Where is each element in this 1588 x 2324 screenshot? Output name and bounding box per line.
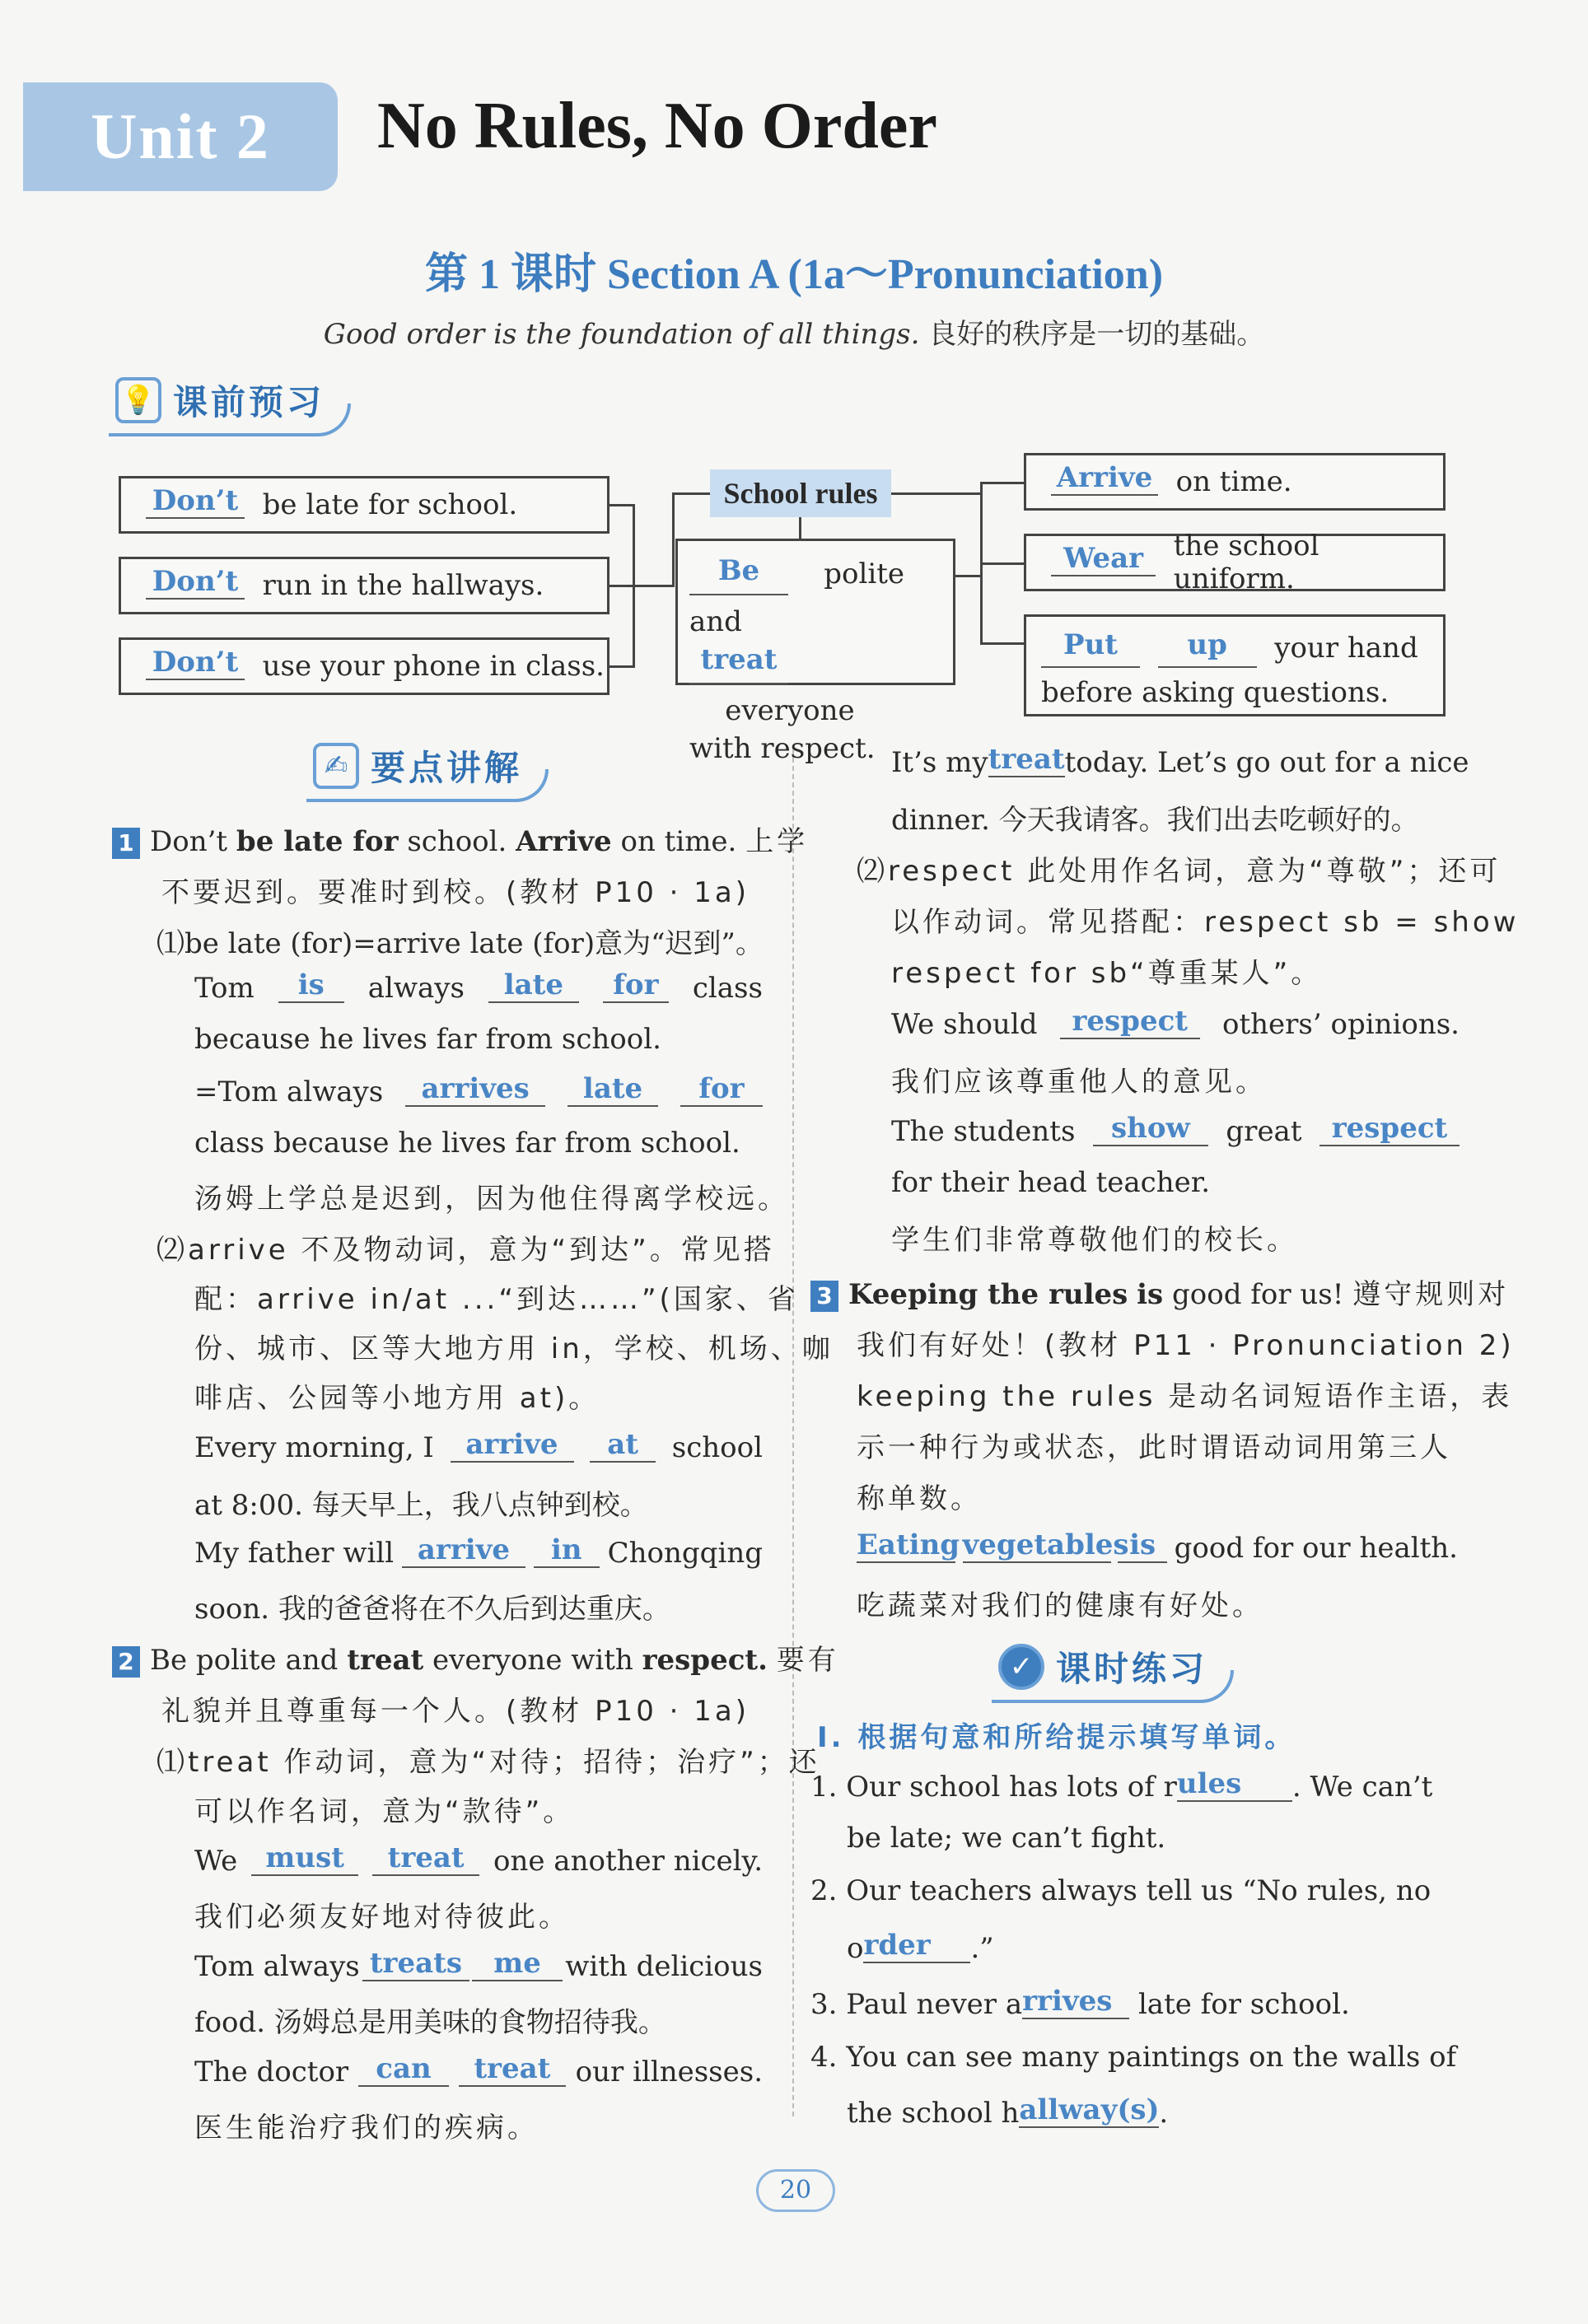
p2-line2: 礼貌并且尊重每一个人。(教材 P10 · 1a) <box>161 1695 750 1728</box>
p2-ex3 <box>194 2052 763 2090</box>
answer: for <box>603 968 669 1003</box>
p3-note: keeping the rules 是动名词短语作主语，表 <box>857 1380 1513 1413</box>
t: The students <box>891 1115 1076 1148</box>
p1-ex4b: soon. 我的爸爸将在不久后到达重庆。 <box>194 1593 670 1626</box>
rule-text: be late for school. <box>262 488 518 521</box>
answer: late <box>567 1072 658 1107</box>
unit-badge <box>23 82 338 191</box>
connector <box>610 665 634 668</box>
section-points-label: 要点讲解 <box>371 748 523 788</box>
rule-text: the school uniform. <box>1173 530 1319 595</box>
exercise-title: Ⅰ. 根据句意和所给提示填写单词。 <box>817 1721 1296 1754</box>
t: late for school. <box>1137 1988 1350 2021</box>
p2-r1 <box>891 743 1469 781</box>
answer: arrives <box>405 1072 545 1107</box>
rule-box-mid <box>675 539 955 765</box>
t: My father will <box>194 1537 395 1570</box>
answer: treat <box>689 637 788 684</box>
t: the school h <box>847 2097 1020 2130</box>
number-badge: 1 <box>112 828 140 859</box>
t: Arrive <box>516 825 612 858</box>
p1-ex3 <box>194 1428 763 1466</box>
p3-excn: 吃蔬菜对我们的健康有好处。 <box>857 1589 1263 1622</box>
center-label: School rules <box>723 477 878 510</box>
p1-ex4 <box>194 1533 763 1571</box>
connector <box>980 562 1025 565</box>
point-2-head <box>112 1637 839 1678</box>
rule-text: your hand <box>1274 632 1418 665</box>
t: good for us! <box>1172 1278 1344 1311</box>
t: today. Let’s go out for a nice <box>1064 746 1469 779</box>
header-arc <box>306 769 549 802</box>
answer: treats <box>362 1947 469 1981</box>
t: 1. Our school has lots of r <box>810 1771 1177 1804</box>
rule-box-1 <box>119 476 610 534</box>
motto <box>0 311 1588 352</box>
check-icon: ✓ <box>998 1644 1044 1690</box>
rule-text: use your phone in class. <box>262 650 605 683</box>
motto-en: Good order is the foundation of all things. <box>323 318 920 351</box>
t: =Tom always <box>194 1076 384 1108</box>
point-1-head <box>112 819 808 859</box>
answer: Don’t <box>146 565 245 600</box>
p2-r3b: for their head teacher. <box>891 1166 1211 1199</box>
rule-text: with respect. <box>689 732 876 765</box>
p2-note2: 以作动词。常见搭配：respect sb = show <box>891 906 1520 939</box>
p1-ex3b: at 8:00. 每天早上，我八点钟到校。 <box>194 1489 648 1522</box>
rule-text: everyone <box>725 694 855 727</box>
unit-title: No Rules, No Order <box>377 90 937 162</box>
t: 要有 <box>776 1644 839 1677</box>
t: always <box>367 972 465 1005</box>
answer: treat <box>459 2052 566 2087</box>
t: We should <box>891 1008 1038 1041</box>
answer: at <box>590 1428 656 1463</box>
answer: late <box>488 968 579 1003</box>
answer: treat <box>988 743 1065 776</box>
t: o <box>847 1932 864 1965</box>
connector <box>980 642 1025 645</box>
connector <box>610 504 634 506</box>
p2-r2 <box>891 1005 1460 1043</box>
p1-note1: ⑴be late (for)=arrive late (for)意为“迟到”。 <box>156 927 764 960</box>
t: school <box>671 1431 763 1464</box>
p1-note2: ⑵arrive 不及物动词，意为“到达”。常见搭 <box>156 1234 775 1267</box>
unit-label: Unit 2 <box>91 100 270 172</box>
center-box <box>710 469 891 517</box>
answer: rrives <box>1022 1985 1129 2019</box>
answer: me <box>472 1947 563 1981</box>
t: 上学 <box>745 825 809 858</box>
answer: arrive <box>451 1428 574 1463</box>
section-practice <box>998 1642 1207 1692</box>
p1-note2: 啡店、公园等小地方用 at)。 <box>194 1382 600 1415</box>
rule-box-r1 <box>1024 453 1446 511</box>
t: one another nicely. <box>493 1845 763 1878</box>
question-3 <box>810 1985 1350 2023</box>
p1-note2: 配：arrive in/at ...“到达……”(国家、省 <box>194 1283 799 1316</box>
answer: arrive <box>402 1533 525 1568</box>
section-practice-label: 课时练习 <box>1056 1649 1208 1689</box>
p2-r3 <box>891 1112 1460 1150</box>
t: with delicious <box>565 1950 763 1983</box>
section-points <box>313 741 522 791</box>
lesson-title: 第 1 课时 Section A (1a～Pronunciation) <box>424 251 1164 298</box>
t: Don’t <box>150 825 228 858</box>
t: Chongqing <box>607 1537 763 1570</box>
t: treat <box>347 1644 424 1677</box>
p1-ex1 <box>194 968 763 1006</box>
connector <box>610 585 634 587</box>
t: . We can’t <box>1291 1771 1433 1804</box>
t: The doctor <box>194 2056 349 2088</box>
answer: up <box>1158 623 1257 668</box>
t: 3. Paul never a <box>810 1988 1023 2021</box>
connector <box>799 517 801 540</box>
rule-text: run in the hallways. <box>262 569 544 602</box>
header-arc <box>109 404 351 436</box>
section-preview <box>115 376 325 425</box>
p1-note2: 份、城市、区等大地方用 in，学校、机场、咖 <box>194 1332 834 1365</box>
p1-ex2cn: 汤姆上学总是迟到，因为他住得离学校远。 <box>194 1183 789 1216</box>
connector <box>955 575 982 577</box>
p2-ex2 <box>194 1947 763 1985</box>
answer: in <box>534 1533 600 1568</box>
t: our illnesses. <box>575 2056 763 2088</box>
question-2b <box>847 1929 994 1967</box>
t: respect. <box>642 1644 768 1677</box>
t: Tom always <box>194 1950 360 1983</box>
answer: Be <box>689 548 788 595</box>
p1-ex2b: class because he lives far from school. <box>194 1127 740 1160</box>
p2-note2: ⑵respect 此处用作名词，意为“尊敬”；还可 <box>857 855 1502 888</box>
connector <box>891 492 982 495</box>
rule-text: before asking questions. <box>1041 676 1390 709</box>
answer: is <box>278 968 344 1003</box>
point-3-head <box>810 1272 1509 1312</box>
answer: Arrive <box>1051 461 1158 496</box>
number-badge: 3 <box>810 1281 838 1312</box>
answer: Eating <box>857 1528 960 1561</box>
motto-cn: 良好的秩序是一切的基础。 <box>928 318 1265 351</box>
question-4b <box>847 2093 1169 2131</box>
answer: treat <box>372 1841 479 1876</box>
rule-box-r3 <box>1024 614 1446 716</box>
answer: ules <box>1177 1767 1292 1802</box>
t: class <box>692 972 763 1005</box>
answer: for <box>680 1072 763 1107</box>
p2-r3cn: 学生们非常尊敬他们的校长。 <box>891 1224 1298 1257</box>
p2-r2cn: 我们应该尊重他人的意见。 <box>891 1066 1267 1099</box>
number-badge: 2 <box>112 1646 140 1678</box>
answer: Wear <box>1051 542 1156 576</box>
question-2: 2. Our teachers always tell us “No rules, no <box>810 1874 1432 1907</box>
p2-ex3cn: 医生能治疗我们的疾病。 <box>194 2112 539 2144</box>
p3-note: 称单数。 <box>857 1482 982 1515</box>
rule-box-3 <box>119 637 610 695</box>
p2-note1: ⑴treat 作动词，意为“对待；招待；治疗”；还 <box>156 1746 820 1779</box>
p2-r1b: dinner. 今天我请客。我们出去吃顿好的。 <box>891 804 1419 837</box>
answer: can <box>358 2052 449 2087</box>
question-4: 4. You can see many paintings on the walls of <box>810 2041 1457 2074</box>
answer: allway(s) <box>1019 2093 1160 2126</box>
connector <box>633 585 674 587</box>
t: It’s my <box>891 746 988 779</box>
question-1b: be late; we can’t fight. <box>847 1822 1166 1855</box>
book-hand-icon: ✍ <box>313 743 359 789</box>
answer: Don’t <box>146 484 245 519</box>
answer: Put <box>1041 623 1140 668</box>
p3-ex <box>857 1528 1458 1566</box>
t: . <box>1159 2097 1169 2130</box>
answer: is <box>1118 1528 1167 1563</box>
question-1 <box>810 1767 1433 1805</box>
answer: respect <box>1060 1005 1200 1039</box>
column-divider <box>792 749 794 2116</box>
p1-ex1b: because he lives far from school. <box>194 1023 661 1056</box>
answer: vegetables <box>962 1528 1129 1561</box>
answer: respect <box>1319 1112 1460 1146</box>
p1-line2: 不要迟到。要准时到校。(教材 P10 · 1a) <box>161 876 750 909</box>
t: Be polite and <box>150 1644 339 1677</box>
answer: Don’t <box>146 646 245 680</box>
t: We <box>194 1845 238 1878</box>
p2-ex1 <box>194 1841 763 1879</box>
header-arc <box>992 1670 1234 1703</box>
t: school. <box>407 825 507 858</box>
answer: show <box>1093 1112 1208 1146</box>
rule-text: polite and <box>689 558 905 638</box>
t: 遵守规则对 <box>1352 1278 1510 1311</box>
t: Every morning, I <box>194 1431 434 1464</box>
t: Tom <box>194 972 255 1005</box>
p1-ex2 <box>194 1072 763 1110</box>
t: good for our health. <box>1174 1532 1458 1565</box>
connector <box>980 482 1025 484</box>
t: great <box>1226 1115 1302 1148</box>
connector <box>672 492 713 495</box>
rule-box-2 <box>119 557 610 614</box>
p2-ex2b: food. 汤姆总是用美味的食物招待我。 <box>194 2006 666 2039</box>
rule-box-r2 <box>1024 530 1446 595</box>
t: is <box>1137 1278 1164 1311</box>
answer: must <box>251 1841 358 1876</box>
t: everyone with <box>432 1644 633 1677</box>
connector <box>672 492 675 587</box>
p3-note: 示一种行为或状态，此时谓语动词用第三人 <box>857 1431 1451 1464</box>
p2-ex1cn: 我们必须友好地对待彼此。 <box>194 1901 570 1934</box>
t: .” <box>970 1932 994 1965</box>
t: Keeping the rules <box>848 1278 1128 1311</box>
p2-note2: respect for sb“尊重某人”。 <box>891 957 1323 990</box>
p3-line2: 我们有好处！(教材 P11 · Pronunciation 2) <box>857 1329 1515 1362</box>
lightbulb-icon: 💡 <box>115 377 161 423</box>
t: others’ opinions. <box>1222 1008 1460 1041</box>
page-number: 20 <box>756 2169 835 2212</box>
t: on time. <box>620 825 737 858</box>
rule-text: on time. <box>1175 465 1292 498</box>
p2-note1: 可以作名词，意为“款待”。 <box>194 1795 575 1828</box>
answer: rder <box>863 1929 970 1963</box>
t: be late for <box>236 825 399 858</box>
section-preview-label: 课前预习 <box>173 382 325 422</box>
